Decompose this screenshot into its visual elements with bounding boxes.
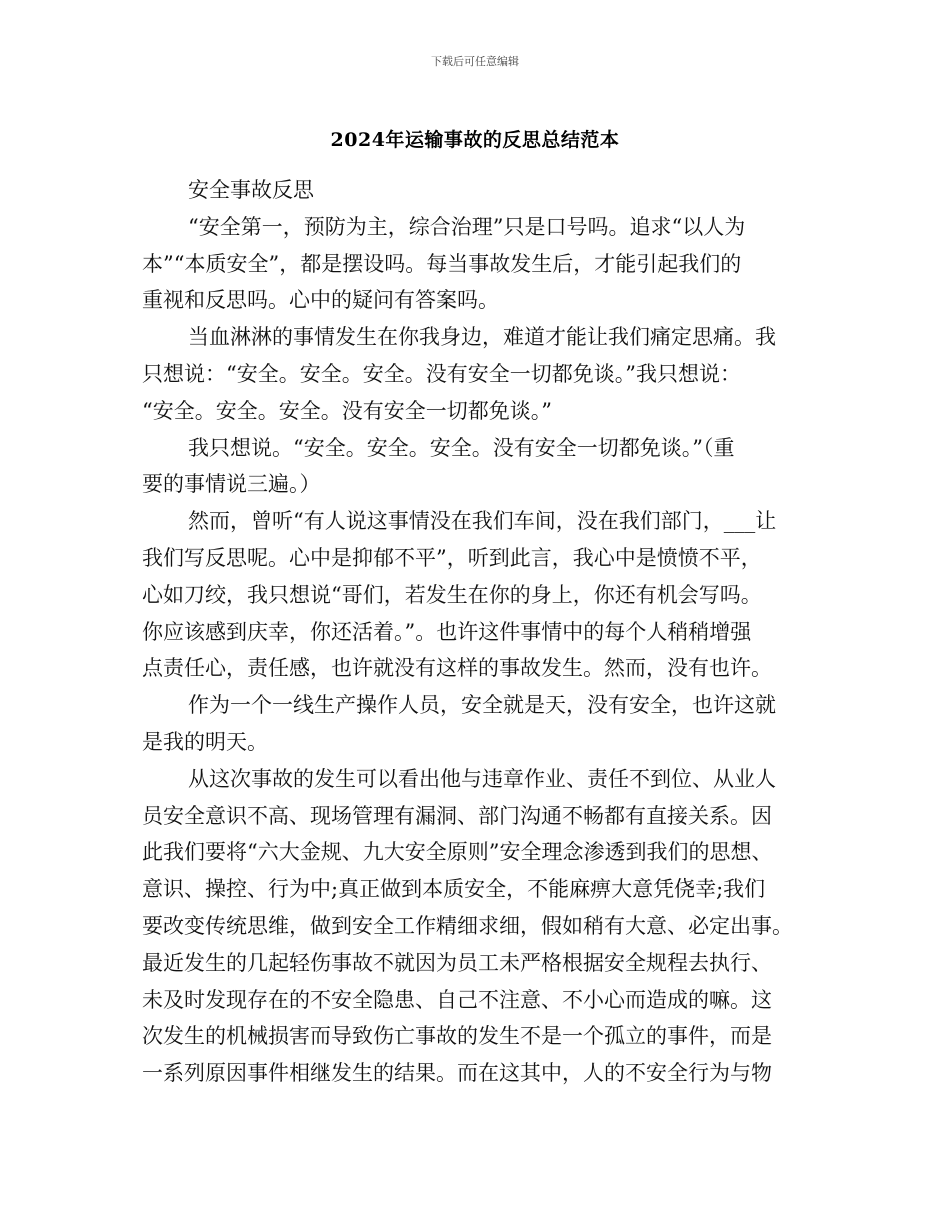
body-line: 要改变传统思维，做到安全工作精细求细，假如稍有大意、必定出事。 [142,913,793,938]
body-line: 是我的明天。 [142,729,268,754]
body-line: 最近发生的几起轻伤事故不就因为员工未严格根据安全规程去执行、 [142,950,772,975]
body-line: 未及时发现存在的不安全隐患、自己不注意、不小心而造成的嘛。这 [142,987,772,1012]
body-line: 我只想说。“安全。安全。安全。没有安全一切都免谈。”（重 [188,435,735,460]
body-line: 重视和反思吗。心中的疑问有答案吗。 [142,288,499,313]
body-line: 你应该感到庆幸，你还活着。”。也许这件事情中的每个人稍稍增强 [142,619,752,644]
body-line: 要的事情说三遍。） [142,472,321,497]
body-line: 心如刀绞，我只想说“哥们，若发生在你的身上，你还有机会写吗。 [142,582,762,607]
body-line: 当血淋淋的事情发生在你我身边，难道才能让我们痛定思痛。我 [188,325,776,350]
document-body [142,172,812,1092]
document-title: 2024年运输事故的反思总结范本 [330,129,620,151]
body-line: 一系列原因事件相继发生的结果。而在这其中，人的不安全行为与物 [142,1061,772,1086]
body-line: 点责任心，责任感，也许就没有这样的事故发生。然而，没有也许。 [142,656,772,681]
body-line: 安全事故反思 [188,178,314,202]
body-line: 只想说：“安全。安全。安全。没有安全一切都免谈。”我只想说： [142,361,741,386]
body-line: 次发生的机械损害而导致伤亡事故的发生不是一个孤立的事件，而是 [142,1024,772,1049]
body-line: 意识、操控、行为中;真正做到本质安全，不能麻痹大意凭侥幸;我们 [142,877,766,902]
body-line: 作为一个一线生产操作人员，安全就是天，没有安全，也许这就 [188,693,776,718]
body-line: “安全。安全。安全。没有安全一切都免谈。” [142,398,552,423]
body-line: 然而，曾听“有人说这事情没在我们车间，没在我们部门，___让 [188,509,777,534]
body-line: 此我们要将“六大金规、九大安全原则”安全理念渗透到我们的思想、 [142,840,773,865]
body-line: 我们写反思呢。心中是抑郁不平”，听到此言，我心中是愤愤不平， [142,545,762,570]
body-line: 本”“本质安全”，都是摆设吗。每当事故发生后，才能引起我们的 [142,251,742,276]
body-line: 从这次事故的发生可以看出他与违章作业、责任不到位、从业人 [188,766,776,791]
body-line: 员安全意识不高、现场管理有漏洞、部门沟通不畅都有直接关系。因 [142,803,772,828]
body-line: “安全第一，预防为主，综合治理”只是口号吗。追求“以人为 [188,214,746,239]
page-header: 下载后可任意编辑 [431,55,519,68]
